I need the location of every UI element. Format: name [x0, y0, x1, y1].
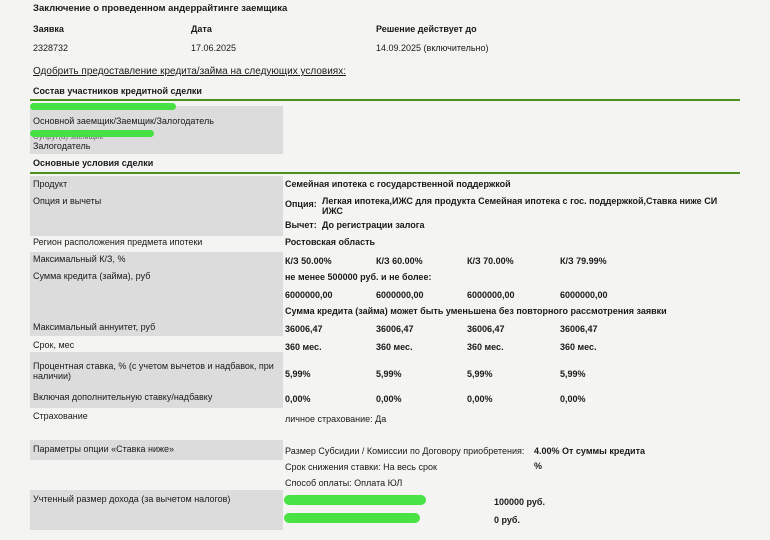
kz-value: К/З 70.00%	[467, 256, 514, 266]
kz-value: К/З 60.00%	[376, 256, 423, 266]
annuity-value: 36006,47	[376, 324, 414, 334]
rate-value: 5,99%	[376, 369, 402, 379]
kz-label: Максимальный К/З, %	[33, 254, 126, 264]
rate-value: 5,99%	[467, 369, 493, 379]
conditions-heading: Основные условия сделки	[33, 158, 154, 168]
percent-sign: %	[534, 461, 543, 471]
options-label: Опция и вычеты	[33, 196, 102, 206]
application-label: Заявка	[33, 24, 64, 34]
payment-text: Способ оплаты: Оплата ЮЛ	[285, 478, 403, 488]
sum-value: 6000000,00	[560, 290, 608, 300]
addrate-value: 0,00%	[560, 394, 586, 404]
region-value: Ростовская область	[285, 237, 376, 247]
redaction-mark	[30, 103, 176, 110]
sum-label: Сумма кредита (займа), руб	[33, 271, 151, 281]
rate-label-cont: наличии)	[33, 371, 71, 381]
option-params-label: Параметры опции «Ставка ниже»	[33, 444, 175, 454]
page-title: Заключение о проведенном андеррайтинге заемщика	[33, 3, 288, 14]
addrate-value: 0,00%	[285, 394, 311, 404]
redaction-mark	[284, 495, 426, 505]
redaction-mark	[284, 513, 420, 523]
subsidy-text: Размер Субсидии / Комиссии по Договору приобретения:	[285, 446, 525, 456]
participant-role: Основной заемщик/Заемщик/Залогодатель	[33, 116, 214, 126]
addrate-value: 0,00%	[467, 394, 493, 404]
sum-value: 6000000,00	[376, 290, 424, 300]
term-value: 360 мес.	[467, 342, 504, 352]
sum-value: 6000000,00	[467, 290, 515, 300]
term-label: Срок, мес	[33, 340, 75, 350]
product-label: Продукт	[33, 179, 68, 189]
addrate-value: 0,00%	[376, 394, 402, 404]
date-value: 17.06.2025	[191, 43, 237, 53]
insurance-value: личное страхование: Да	[285, 414, 387, 424]
insurance-label: Страхование	[33, 411, 88, 421]
rate-label: Процентная ставка, % (с учетом вычетов и надбавок, при	[33, 361, 274, 371]
product-value: Семейная ипотека с государственной поддержкой	[285, 179, 511, 189]
options-value: Легкая ипотека,ИЖС для продукта Семейная ипотека с гос. поддержкой,Ставка ниже СИ	[322, 196, 718, 206]
sum-text: не менее 500000 руб. и не более:	[285, 272, 432, 282]
term-value: 360 мес.	[285, 342, 322, 352]
income-label: Учтенный размер дохода (за вычетом налогов)	[33, 494, 231, 504]
participants-heading: Состав участников кредитной сделки	[33, 86, 202, 96]
annuity-value: 36006,47	[285, 324, 323, 334]
deduction-key: Вычет:	[285, 220, 317, 230]
deduction-value: До регистрации залога	[322, 220, 425, 230]
date-label: Дата	[191, 24, 212, 34]
annuity-label: Максимальный аннуитет, руб	[33, 322, 156, 332]
kz-value: К/З 50.00%	[285, 256, 332, 266]
region-label: Регион расположения предмета ипотеки	[33, 237, 203, 247]
participant-role: Залогодатель	[33, 141, 91, 151]
term-value: 360 мес.	[560, 342, 597, 352]
income-value: 100000 руб.	[494, 497, 545, 507]
application-number: 2328732	[33, 43, 69, 53]
sum-value: 6000000,00	[285, 290, 333, 300]
options-key: Опция:	[285, 199, 317, 209]
decision-label: Решение действует до	[376, 24, 477, 34]
section-divider	[30, 172, 740, 174]
income-value: 0 руб.	[494, 515, 520, 525]
kz-value: К/З 79.99%	[560, 256, 607, 266]
addrate-label: Включая дополнительную ставку/надбавку	[33, 392, 213, 402]
redaction-mark	[30, 130, 154, 137]
decision-value: 14.09.2025 (включительно)	[376, 43, 489, 53]
sum-note: Сумма кредита (займа) может быть уменьшена без повторного рассмотрения заявки	[285, 306, 667, 316]
term-value: 360 мес.	[376, 342, 413, 352]
options-value-cont: ИЖС	[322, 206, 343, 216]
rate-value: 5,99%	[285, 369, 311, 379]
label-col-bg	[30, 176, 283, 236]
annuity-value: 36006,47	[560, 324, 598, 334]
approve-text: Одобрить предоставление кредита/займа на следующих условиях:	[33, 66, 346, 77]
section-divider	[30, 99, 740, 101]
reduction-text: Срок снижения ставки: На весь срок	[285, 462, 437, 472]
annuity-value: 36006,47	[467, 324, 505, 334]
rate-value: 5,99%	[560, 369, 586, 379]
subsidy-value: 4.00% От суммы кредита	[534, 446, 645, 456]
